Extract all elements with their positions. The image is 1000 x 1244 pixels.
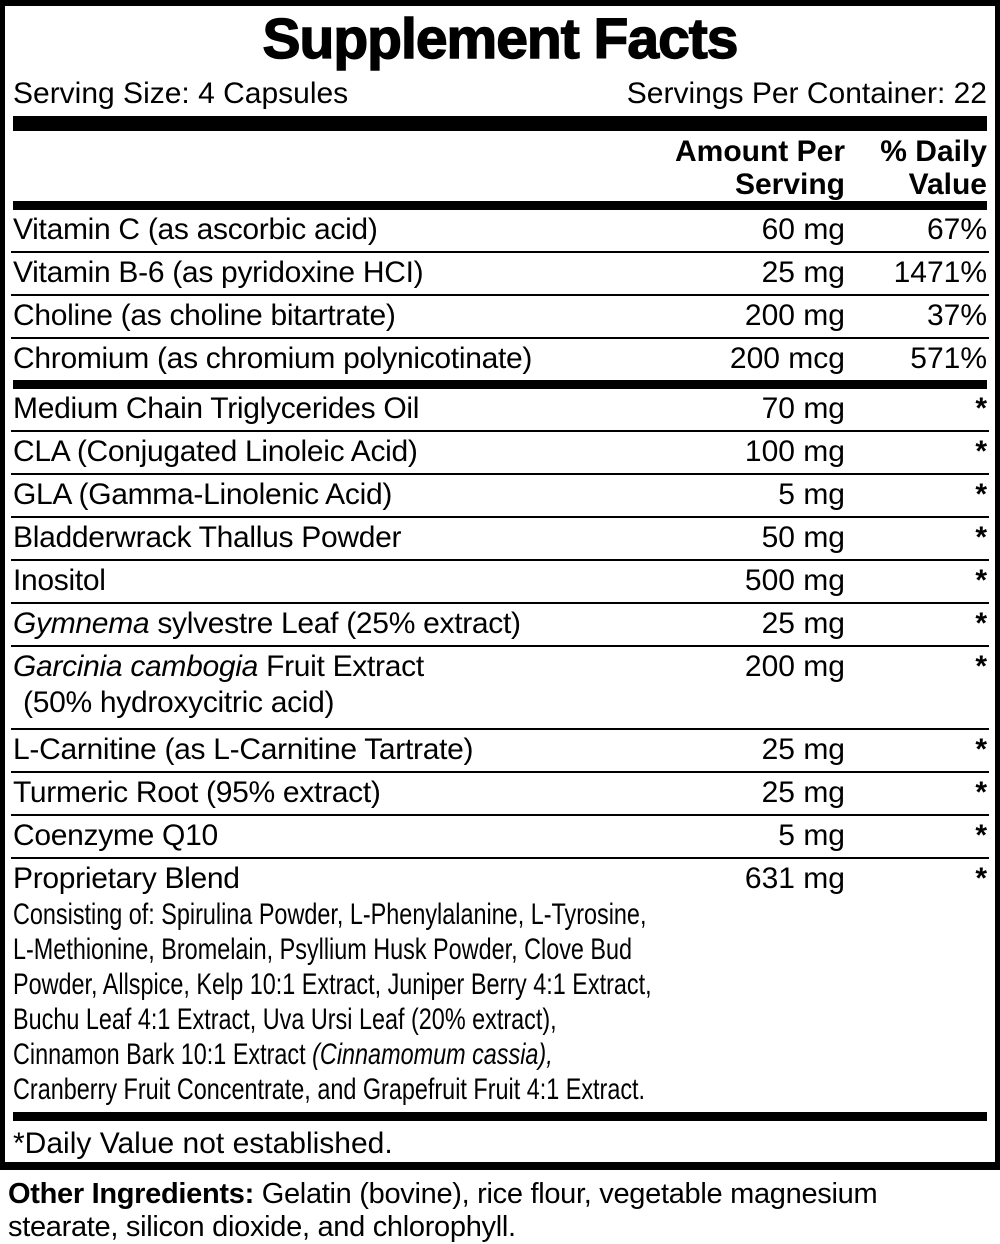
table-row [11,559,989,602]
table-row [11,814,989,857]
ingredient-name: Proprietary Blend [13,862,240,895]
ingredient-name: Choline (as choline bitartrate) [13,299,396,332]
blend-description-line: Cranberry Fruit Concentrate, and Grapefruit Fruit 4:1 Extract. [13,1073,646,1106]
serving-info [11,77,989,111]
table-row-line [13,255,987,291]
column-header-daily-value: % Daily Value [880,135,987,201]
amount-value: 100 mg [744,435,845,468]
table-row-line [13,818,987,854]
daily-value: * [975,733,987,766]
amount-value: 200 mg [744,650,845,683]
ingredient-name: L-Carnitine (as L-Carnitine Tartrate) [13,733,474,766]
table-row [11,473,989,516]
other-ingredients-line: stearate, silicon dioxide, and chlorophyll. [8,1211,516,1243]
top-divider-bar [13,116,987,131]
amount-value: 631 mg [744,862,845,895]
section-divider-bar [13,380,987,389]
amount-value: 25 mg [761,256,845,289]
table-row-line [13,298,987,334]
ingredient-rows [11,210,989,1110]
table-row-line [13,212,987,248]
ingredient-name: Vitamin C (as ascorbic acid) [13,213,378,246]
blend-description-line: L-Methionine, Bromelain, Psyllium Husk Powder, Clove Bud [13,933,633,966]
other-ingredients [0,1178,1000,1244]
table-row [11,645,989,728]
table-row-line [13,861,987,897]
amount-value: 50 mg [761,521,845,554]
amount-value: 70 mg [761,392,845,425]
ingredient-name: Bladderwrack Thallus Powder [13,521,402,554]
daily-value: * [975,862,987,895]
amount-value: 60 mg [761,213,845,246]
ingredient-name: Chromium (as chromium polynicotinate) [13,342,533,375]
amount-value: 200 mg [744,299,845,332]
ingredient-subline: (50% hydroxycitric acid) [23,686,335,719]
footnote-divider-bar [13,1112,987,1121]
table-row [11,771,989,814]
amount-value: 500 mg [744,564,845,597]
blend-description-line: Buchu Leaf 4:1 Extract, Uva Ursi Leaf (20% extract), [13,1003,557,1036]
ingredient-name: Garcinia cambogia Fruit Extract [13,650,424,683]
amount-value: 25 mg [761,776,845,809]
amount-value: 5 mg [778,478,845,511]
blend-description-line: Cinnamon Bark 10:1 Extract (Cinnamomum cassia), [13,1038,553,1071]
daily-value: * [975,650,987,683]
daily-value: * [975,776,987,809]
serving-size: Serving Size: 4 Capsules [13,77,349,110]
footnote: *Daily Value not established. [13,1127,393,1160]
daily-value: * [975,521,987,554]
daily-value: * [975,435,987,468]
ingredient-name: Inositol [13,564,106,597]
ingredient-name: Medium Chain Triglycerides Oil [13,392,420,425]
amount-value: 25 mg [761,733,845,766]
table-row [11,337,989,380]
table-row-line [13,434,987,470]
table-row [11,251,989,294]
blend-description-line: Powder, Allspice, Kelp 10:1 Extract, Juniper Berry 4:1 Extract, [13,968,652,1001]
table-row-line [13,477,987,513]
table-row [11,602,989,645]
daily-value: * [975,607,987,640]
ingredient-name: Vitamin B-6 (as pyridoxine HCI) [13,256,424,289]
table-row-line [13,563,987,599]
table-row [11,430,989,473]
servings-per-container: Servings Per Container: 22 [626,77,987,110]
table-row [11,857,989,1110]
table-row-line [13,520,987,556]
daily-value: 67% [926,213,987,246]
daily-value: * [975,564,987,597]
table-row-line [13,606,987,642]
table-row-line [13,732,987,768]
amount-value: 200 mcg [729,342,845,375]
table-row [11,389,989,430]
table-row [11,516,989,559]
daily-value: 1471% [893,256,987,289]
label-title: Supplement Facts [262,7,738,71]
ingredient-name: Coenzyme Q10 [13,819,218,852]
ingredient-name: CLA (Conjugated Linoleic Acid) [13,435,418,468]
column-header-spacer [13,135,665,201]
table-row-line [13,775,987,811]
table-row-line [13,649,987,685]
daily-value: * [975,478,987,511]
ingredient-name: GLA (Gamma-Linolenic Acid) [13,478,393,511]
column-headers [11,135,989,201]
amount-value: 25 mg [761,607,845,640]
table-row [11,294,989,337]
other-ingredients-line: Other Ingredients: Gelatin (bovine), rice flour, vegetable magnesium [8,1178,878,1210]
amount-value: 5 mg [778,819,845,852]
table-row [11,210,989,251]
table-row-line [13,391,987,427]
ingredient-name: Gymnema sylvestre Leaf (25% extract) [13,607,521,640]
daily-value: 37% [926,299,987,332]
daily-value: * [975,819,987,852]
table-row-line [13,341,987,377]
column-header-amount: Amount Per Serving [674,135,845,201]
daily-value: 571% [910,342,987,375]
ingredient-name: Turmeric Root (95% extract) [13,776,381,809]
header-divider-bar [13,201,987,210]
blend-description-line: Consisting of: Spirulina Powder, L-Phenylalanine, L-Tyrosine, [13,898,647,931]
table-row [11,728,989,771]
daily-value: * [975,392,987,425]
